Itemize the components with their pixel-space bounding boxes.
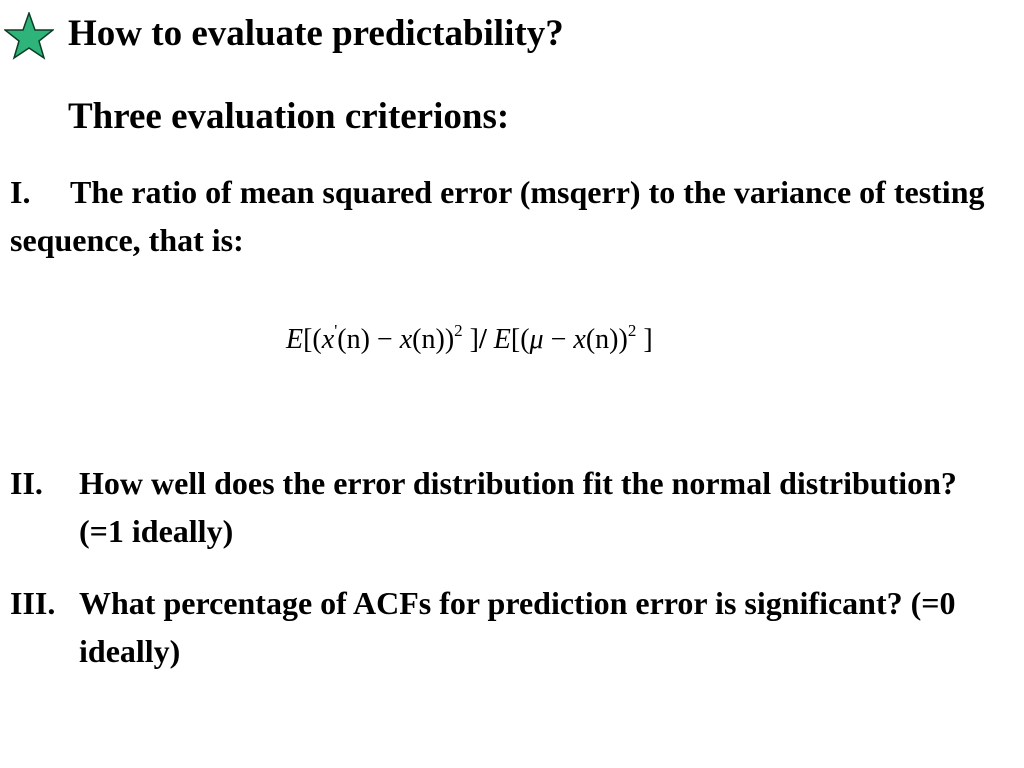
- formula-x-prime: x: [321, 324, 335, 355]
- slide-title: How to evaluate predictability?: [68, 13, 564, 54]
- formula-expectation-2: E: [486, 324, 511, 355]
- criterion-2: [10, 459, 1000, 555]
- formula-minus: −: [543, 324, 574, 355]
- formula-x: x: [399, 324, 413, 355]
- criterion-3-text: What percentage of ACFs for prediction error is significant? (=0 ideally): [79, 585, 956, 669]
- formula-prime: ': [334, 321, 338, 340]
- formula-n-minus: (n) −: [337, 324, 400, 355]
- criterion-1-numeral: I.: [10, 174, 31, 210]
- formula-open-2: [(: [510, 324, 530, 355]
- formula-mu: μ: [529, 324, 544, 355]
- msqerr-ratio-formula: [286, 318, 653, 362]
- formula-x-2: x: [573, 324, 586, 355]
- criterion-1-text: The ratio of mean squared error (msqerr) to the variance of testing sequence, that is:: [10, 174, 985, 258]
- star-icon: [4, 12, 54, 60]
- slide-subtitle: Three evaluation criterions:: [68, 96, 510, 137]
- formula-n-close-2: (n)): [585, 324, 628, 355]
- formula-exponent-2: 2: [627, 321, 637, 340]
- criterion-2-text: How well does the error distribution fit the normal distribution? (=1 ideally): [79, 465, 957, 549]
- formula-close-2: ]: [636, 324, 653, 355]
- formula-expectation-1: E: [286, 324, 304, 355]
- formula-exponent-1: 2: [454, 321, 463, 340]
- criterion-3: [10, 579, 1000, 675]
- criterion-1: [10, 168, 1000, 264]
- formula-open-1: [(: [303, 324, 322, 355]
- formula-division: /: [478, 324, 487, 355]
- criterion-3-numeral: III.: [10, 585, 56, 621]
- criterion-2-numeral: II.: [10, 465, 43, 501]
- formula-close-1: ]: [462, 324, 479, 355]
- formula-n-close: (n)): [412, 324, 455, 355]
